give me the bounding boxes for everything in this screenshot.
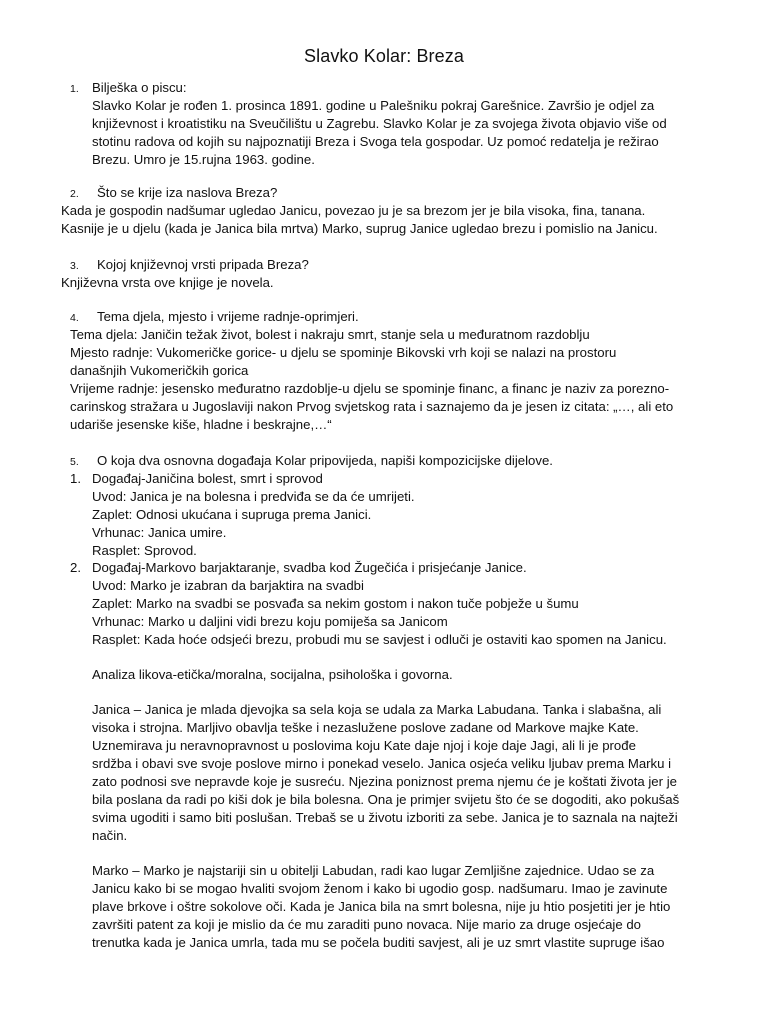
paragraph-line: bila poslana da radi po kiši dok je bila bolesna. Ona je primjer svijetu što će se dogoditi, ako pokušaš <box>92 792 680 807</box>
composition-part: Vrhunac: Janica umire. <box>92 525 227 540</box>
paragraph-line: zato podnosi sve nepravde koje je susreću. Njezina poniznost prema njemu će je koštati života jer je <box>92 774 677 789</box>
paragraph-line: Kada je gospodin nadšumar ugledao Janicu, povezao ju je sa brezom jer je bila visoka, fina, tanana. <box>61 203 646 218</box>
paragraph-line: Mjesto radnje: Vukomeričke gorice- u djelu se spominje Bikovski vrh koji se nalazi na prostoru <box>70 345 617 360</box>
paragraph-line: današnjih Vukomeričkih gorica <box>70 363 249 378</box>
section-heading: O koja dva osnovna događaja Kolar pripovijeda, napiši kompozicijske dijelove. <box>97 453 553 468</box>
composition-part: Rasplet: Sprovod. <box>92 543 197 558</box>
paragraph-line: carinskog stražara u Jugoslaviji nakon Prvog svjetskog rata i saznajemo da je jesen iz citata: „…, ali eto <box>70 399 674 414</box>
composition-part: Zaplet: Odnosi ukućana i supruga prema Janici. <box>92 507 372 522</box>
paragraph-line: Kasnije je u djelu (kada je Janica bila mrtva) Marko, suprug Janice ugledao brezu i pomislio na Janicu. <box>61 221 658 236</box>
list-item: Događaj-Markovo barjaktaranje, svadba kod Žugečića i prisjećanje Janice. <box>92 560 527 575</box>
section-heading: Što se krije iza naslova Breza? <box>97 185 278 200</box>
list-number: 1. <box>70 471 81 486</box>
composition-part: Rasplet: Kada hoće odsjeći brezu, probudi mu se savjest i odluči je ostaviti kao spomen na Janicu. <box>92 632 667 647</box>
section-number: 1. <box>70 83 79 95</box>
paragraph-line: trenutka kada je Janica umrla, tada mu se počela buditi savjest, ali je uz smrt vlastite supruge išao <box>92 935 665 950</box>
paragraph-line: Uznemirava ju neravnopravnost u poslovima koju Kate daje njoj i koje daje Jagi, ali li je prođe <box>92 738 636 753</box>
paragraph-line: Književna vrsta ove knjige je novela. <box>61 275 274 290</box>
paragraph-line: način. <box>92 828 128 843</box>
paragraph-line: Janica – Janica je mlada djevojka sa sela koja se udala za Marka Labudana. Tanka i slabašna, ali <box>92 702 662 717</box>
section-number: 3. <box>70 260 79 272</box>
paragraph-line: književnost i kroatistiku na Sveučilištu u Zagrebu. Slavko Kolar je za svojega života objavio više od <box>92 116 667 131</box>
section-heading: Tema djela, mjesto i vrijeme radnje-oprimjeri. <box>97 309 359 324</box>
composition-part: Uvod: Janica je na bolesna i predviđa se da će umrijeti. <box>92 489 415 504</box>
analysis-heading: Analiza likova-etička/moralna, socijalna, psihološka i govorna. <box>92 667 453 682</box>
paragraph-line: udariše jesenske kiše, hladne i beskrajne,…“ <box>70 417 332 432</box>
paragraph-line: Janicu kako bi se mogao hvaliti svojom ženom i kako bi ugodio gosp. nadšumaru. Imao je zavinute <box>92 881 668 896</box>
paragraph-line: svima ugoditi i samo biti poslušan. Trebaš se u životu izboriti za sebe. Janica je to saznala na najteži <box>92 810 678 825</box>
list-number: 2. <box>70 560 81 575</box>
paragraph-line: plave brkove i oštre sokolove oči. Kada je Janica bila na smrt bolesna, nije ju htio posjetiti jer je htio <box>92 899 671 914</box>
section-number: 2. <box>70 188 79 200</box>
section-number: 5. <box>70 456 79 468</box>
paragraph-line: Marko – Marko je najstariji sin u obitelji Labudan, radi kao lugar Zemljišne zajednice. Udao se za <box>92 863 655 878</box>
section-heading: Kojoj književnoj vrsti pripada Breza? <box>97 257 309 272</box>
paragraph-line: srdžba i obavi sve svoje poslove mirno i ponekad veselo. Janica osjeća veliku ljubav prema Marku i <box>92 756 672 771</box>
composition-part: Uvod: Marko je izabran da barjaktira na svadbi <box>92 578 364 593</box>
paragraph-line: Slavko Kolar je rođen 1. prosinca 1891. godine u Palešniku pokraj Garešnice. Završio je odjel za <box>92 98 655 113</box>
page-title: Slavko Kolar: Breza <box>304 46 464 66</box>
section-number: 4. <box>70 312 79 324</box>
paragraph-line: Vrijeme radnje: jesensko međuratno razdoblje-u djelu se spominje financ, a financ je naziv za porezno- <box>70 381 670 396</box>
paragraph-line: Tema djela: Janičin težak život, bolest i nakraju smrt, stanje sela u međuratnom razdoblju <box>70 327 590 342</box>
paragraph-line: završiti patent za koji je mislio da će mu zaraditi puno novaca. Nije mario za druge osjećaje do <box>92 917 642 932</box>
paragraph-line: stotinu radova od kojih su najpoznatiji Breza i Svoga tela gospodar. Uz pomoć redatelja je režirao <box>92 134 659 149</box>
paragraph-line: visoka i strojna. Marljivo obavlja teške i nezaslužene poslove zadane od Markove majke Kate. <box>92 720 639 735</box>
paragraph-line: Brezu. Umro je 15.rujna 1963. godine. <box>92 152 315 167</box>
section-heading: Bilješka o piscu: <box>92 80 187 95</box>
composition-part: Zaplet: Marko na svadbi se posvađa sa nekim gostom i nakon tuče pobježe u šumu <box>92 596 579 611</box>
composition-part: Vrhunac: Marko u daljini vidi brezu koju pomiješa sa Janicom <box>92 614 448 629</box>
list-item: Događaj-Janičina bolest, smrt i sprovod <box>92 471 323 486</box>
